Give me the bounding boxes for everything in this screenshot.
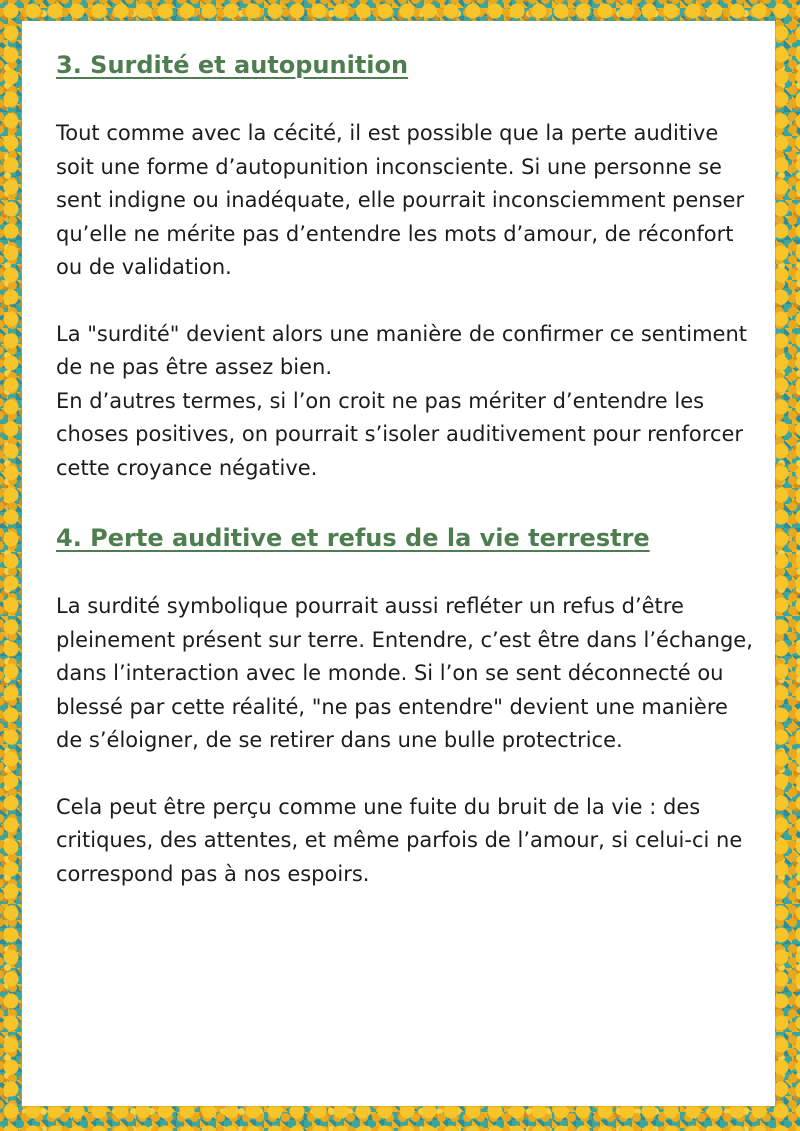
section-3-heading: 3. Surdité et autopunition [56, 51, 409, 79]
section-3-paragraph-3: En d’autres termes, si l’on croit ne pas mériter d’entendre les choses positives, on pourrait s’isoler auditivement pour renforcer cette croyance négative. [56, 388, 744, 480]
section-4-paragraph-1: La surdité symbolique pourrait aussi refléter un refus d’être pleinement présent sur terre. Entendre, c’est être dans l’échange, dans l’interaction avec le monde. Si l’on se sent déconnecté ou blessé par cette réalité, "ne pas entendre" devient une manière de s’éloigner, de se retirer dans une bulle protectrice. [56, 594, 753, 752]
section-3-paragraph-2: La "surdité" devient alors une manière de confirmer ce sentiment de ne pas être assez bien. [56, 321, 748, 379]
section-4-paragraph-2: Cela peut être perçu comme une fuite du bruit de la vie : des critiques, des attentes, et même parfois de l’amour, si celui-ci ne correspond pas à nos espoirs. [56, 794, 743, 886]
page-sheet [22, 21, 775, 1106]
section-4-heading: 4. Perte auditive et refus de la vie terrestre [56, 524, 650, 552]
section-3-paragraph-1: Tout comme avec la cécité, il est possible que la perte auditive soit une forme d’autopunition inconsciente. Si une personne se sent indigne ou inadéquate, elle pourrait inconsciemment penser qu’elle ne mérite pas d’entendre les mots d’amour, de réconfort ou de validation. [56, 121, 745, 279]
document-body [56, 45, 756, 891]
